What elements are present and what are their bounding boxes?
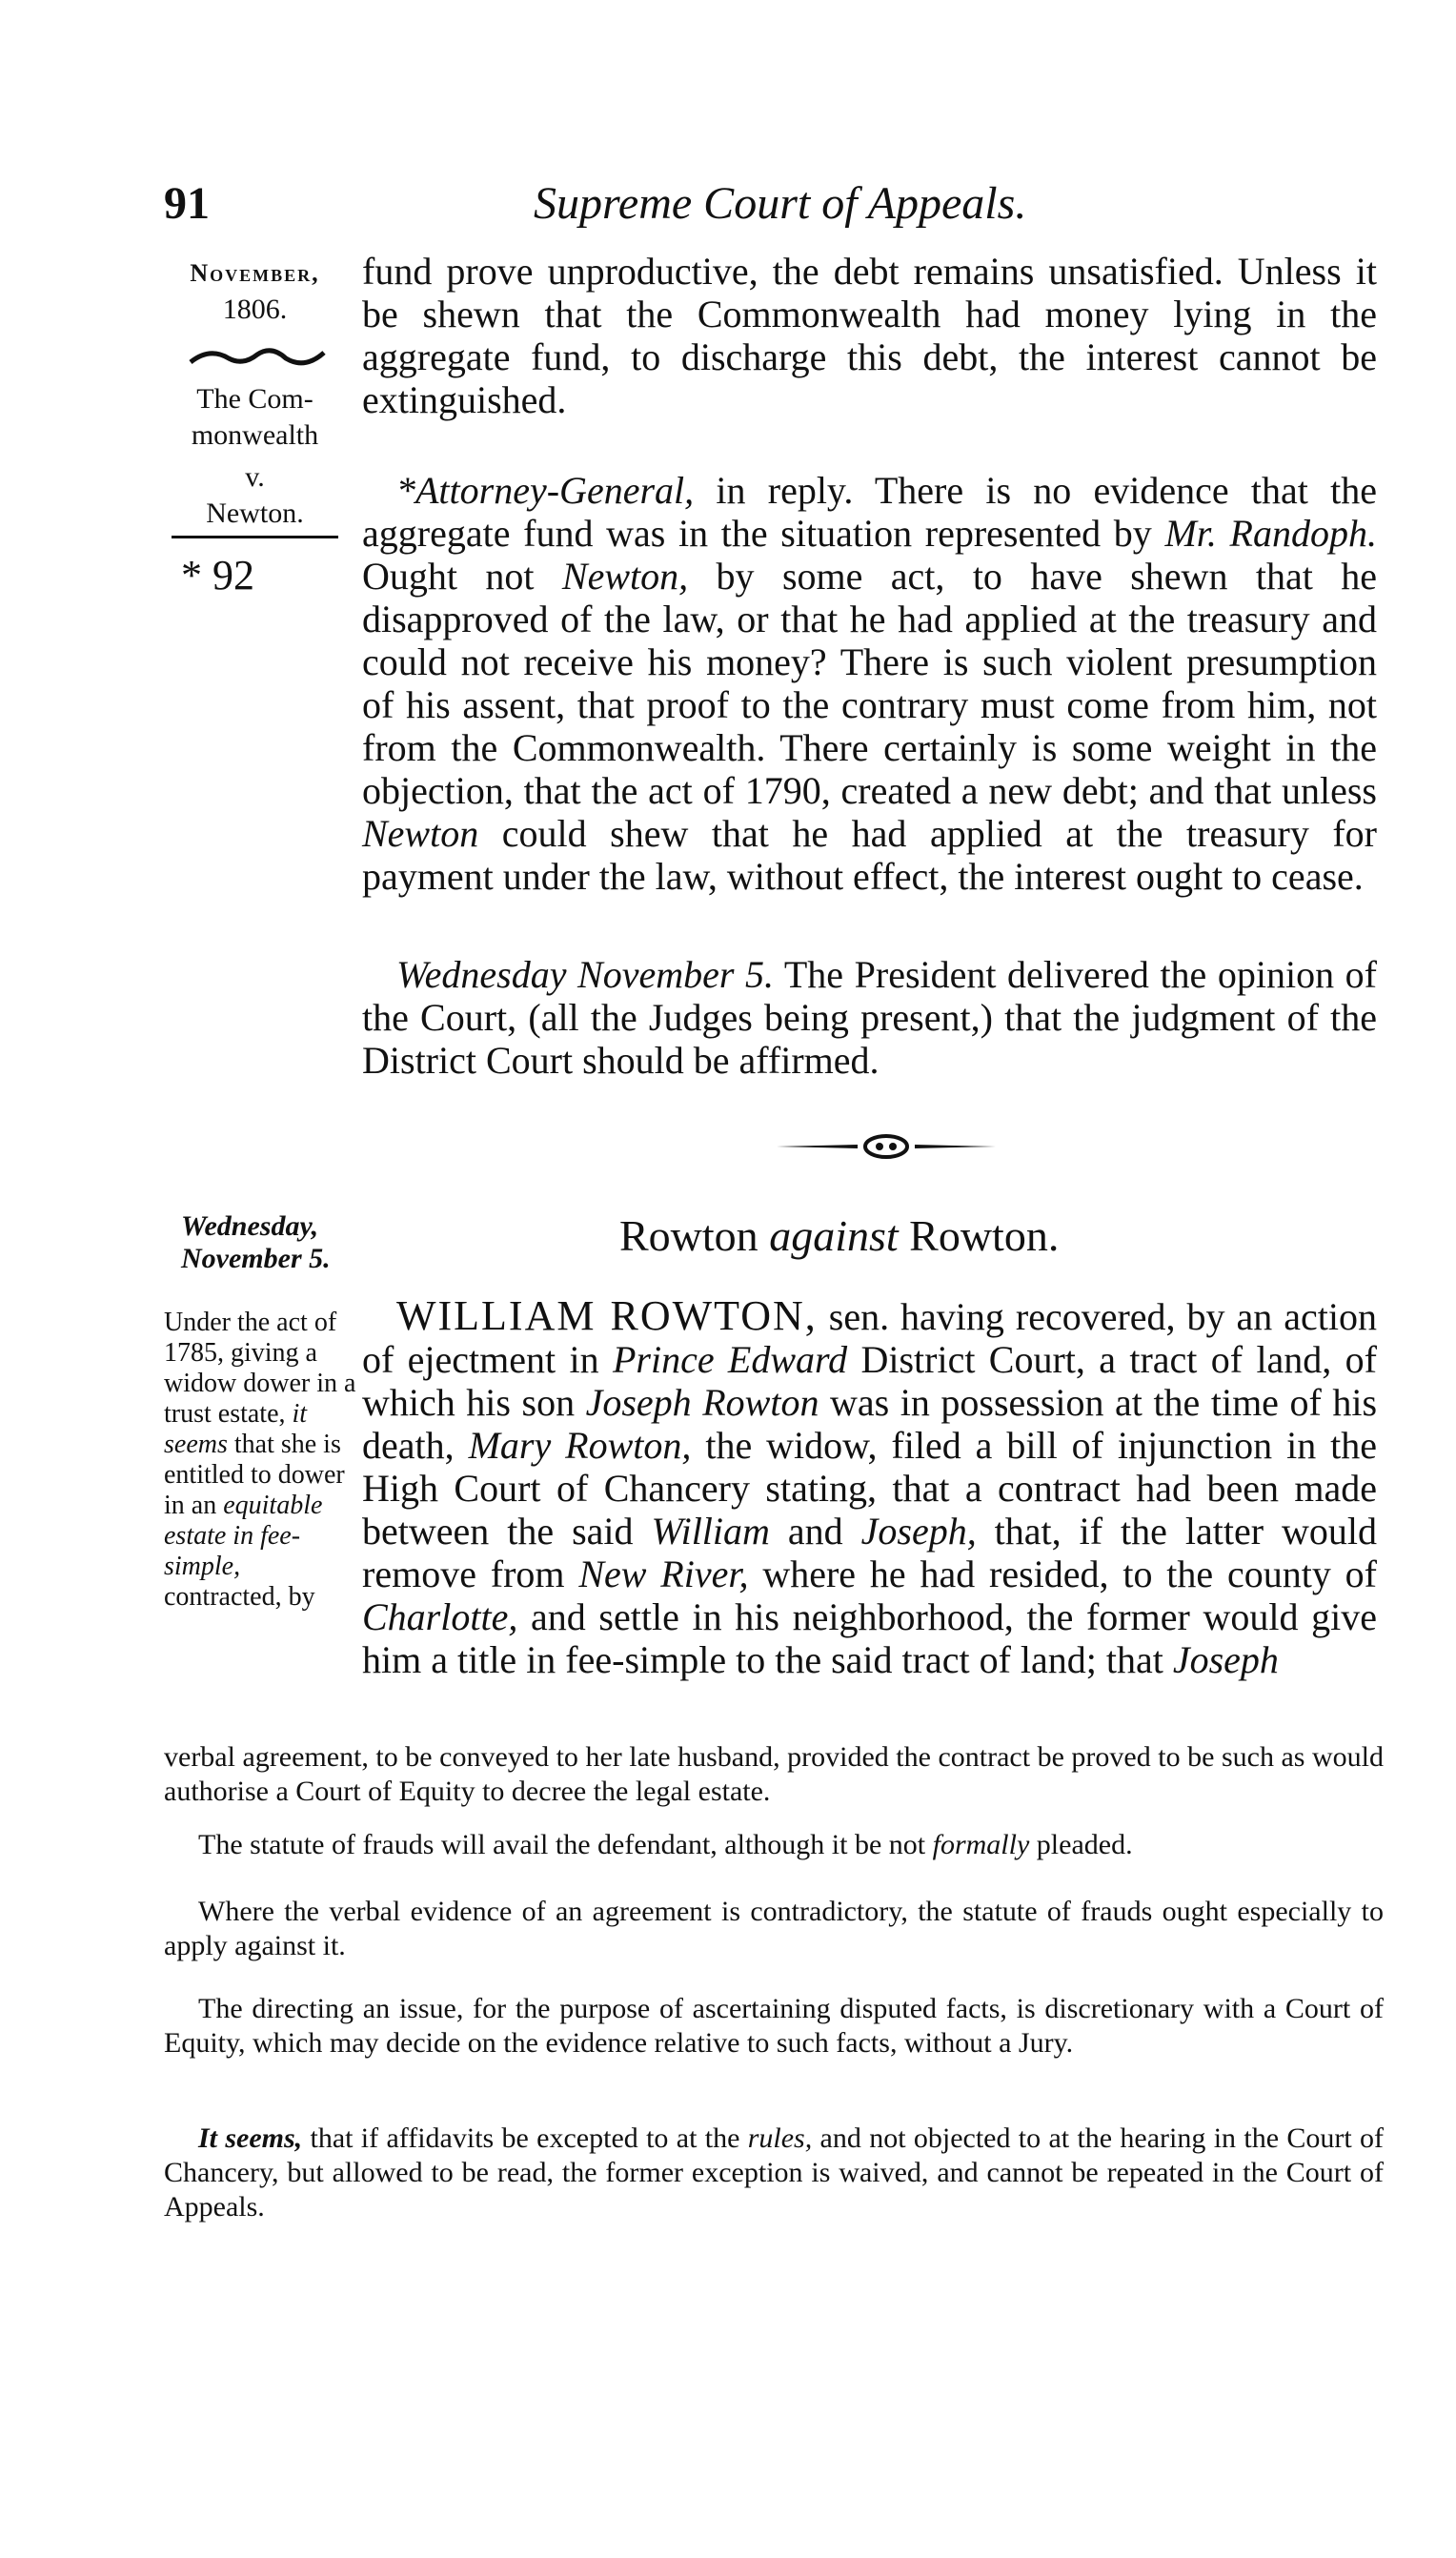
- note4-ital-1: It seems,: [198, 2122, 303, 2154]
- case2-date-line1: Wednesday,: [181, 1210, 319, 1242]
- margin-case-line3: v.: [245, 461, 265, 493]
- running-title: Supreme Court of Appeals.: [534, 178, 1027, 229]
- note1-text-2: pleaded.: [1029, 1829, 1133, 1860]
- headnote-3: Where the verbal evidence of an agreement is contradictory, the statute of frauds ought especially to apply against it.: [164, 1896, 1384, 1961]
- p2-name-1: Mr. Randoph.: [1164, 512, 1377, 555]
- plaintiff-name: WILLIAM ROWTON,: [396, 1292, 818, 1339]
- p2-name-3: Newton: [362, 812, 479, 855]
- note4-text-1: that if affidavits be excepted to at the: [302, 2122, 748, 2154]
- headnote-text-2: that she is entitled to dower in an: [164, 1430, 345, 1520]
- case-title-party-b: Rowton.: [898, 1211, 1060, 1260]
- headnote-2: [164, 1828, 1384, 1862]
- margin-case-name: [152, 381, 357, 532]
- p2-name-2: Newton,: [561, 555, 689, 598]
- margin-case-line4: Newton.: [206, 497, 304, 529]
- p2-text-3: by some act, to have shewn that he disapproved of the law, or that he had applied at the treasury and could not receive his money? There is such violent presumption of his assent, that proof to the contrary must come from him, not from the Commonwealth. There certainly is some weight in the objection, that the act of 1790, created a new debt; and that unless: [362, 555, 1377, 812]
- headnote-5: [164, 2122, 1384, 2224]
- headnote-ital-1: it seems: [164, 1399, 308, 1459]
- headnote-text-1: Under the act of 1785, giving a widow dower in a trust estate,: [164, 1308, 356, 1429]
- case-title-party-a: Rowton: [619, 1211, 770, 1260]
- p2-text-2: Ought not: [362, 555, 562, 598]
- body-text-8: and settle in his neighborhood, the former would give him a title in fee-simple to the said tract of land; that: [362, 1595, 1377, 1681]
- body-text-4: the widow, filed a bill of injunction in the High Court of Chancery stating, that a contract had been made between the said: [362, 1424, 1378, 1553]
- section-divider-ornament: [777, 1132, 996, 1161]
- star-page-marker: * 92: [181, 552, 254, 599]
- case2-body: [362, 1294, 1377, 1681]
- case-title: [619, 1210, 1059, 1261]
- headnote-text-3: contracted, by: [164, 1582, 315, 1612]
- body-ital-6: New River,: [578, 1553, 749, 1595]
- decision-date: Wednesday November 5.: [396, 953, 775, 996]
- body-text-1: sen. having recovered, by an action of ejectment in: [362, 1295, 1377, 1381]
- body-ital-7: Charlotte,: [362, 1595, 518, 1638]
- note4-ital-2: rules,: [747, 2122, 813, 2154]
- margin-case-line1: The Com-: [196, 383, 313, 415]
- margin-date: [152, 255, 357, 328]
- margin-rule: [172, 536, 338, 538]
- margin-date-year: 1806.: [222, 294, 288, 325]
- p2-text-4: could shew that he had applied at the treasury for payment under the law, without effect, the interest ought to cease.: [362, 812, 1377, 898]
- flourish-ornament: [186, 345, 329, 370]
- margin-date-month: November,: [190, 259, 320, 287]
- note1-text-1: The statute of frauds will avail the defendant, although it be not: [198, 1829, 933, 1860]
- body-ital-1: Prince Edward: [612, 1338, 848, 1381]
- note1-ital: formally: [932, 1829, 1030, 1860]
- body-ital-4: William: [651, 1510, 770, 1553]
- paragraph-1: fund prove unproductive, the debt remains unsatisfied. Unless it be shewn that the Commonwealth had money lying in the aggregate fund, to discharge this debt, the interest cannot be extinguished.: [362, 250, 1377, 421]
- body-text-7: where he had resided, to the county of: [748, 1553, 1378, 1595]
- case2-date: [181, 1210, 331, 1275]
- headnote-margin: [164, 1308, 356, 1613]
- body-ital-2: Joseph Rowton: [585, 1381, 819, 1424]
- case-title-against: against: [769, 1211, 899, 1260]
- headnote-continuation: verbal agreement, to be conveyed to her late husband, provided the contract be proved to be such as would authorise a Court of Equity to decree the legal estate.: [164, 1741, 1384, 1807]
- counsel-name: *Attorney-General,: [396, 469, 695, 512]
- p2-text-1: in reply. There is no evidence that the aggregate fund was in the situation represented by: [362, 469, 1377, 555]
- paragraph-3: [362, 953, 1377, 1082]
- body-text-5: and: [769, 1510, 861, 1553]
- margin-case-line2: monwealth: [191, 419, 319, 451]
- case2-date-line2: November 5.: [181, 1243, 331, 1274]
- body-text-2: District Court, a tract of land, of which his son: [362, 1338, 1377, 1424]
- body-text-3: was in possession at the time of his death,: [362, 1381, 1378, 1467]
- body-ital-3: Mary Rowton,: [468, 1424, 692, 1467]
- headnote-ital-2: equitable estate in fee-simple,: [164, 1491, 323, 1581]
- note4-text-2: and not objected to at the hearing in the Court of Chancery, but allowed to be read, the former exception is waived, and cannot be repeated in the Court of Appeals.: [164, 2122, 1384, 2223]
- paragraph-2: [362, 469, 1377, 898]
- body-ital-5: Joseph,: [860, 1510, 977, 1553]
- body-text-6: that, if the latter would remove from: [362, 1510, 1377, 1595]
- page-number: 91: [164, 178, 210, 229]
- body-ital-8: Joseph: [1172, 1638, 1279, 1681]
- headnote-4: The directing an issue, for the purpose of ascertaining disputed facts, is discretionary with a Court of Equity, which may decide on the evidence relative to such facts, without a Jury.: [164, 1993, 1384, 2059]
- decision-text: The President delivered the opinion of the Court, (all the Judges being present,) that the judgment of the District Court should be affirmed.: [362, 953, 1377, 1082]
